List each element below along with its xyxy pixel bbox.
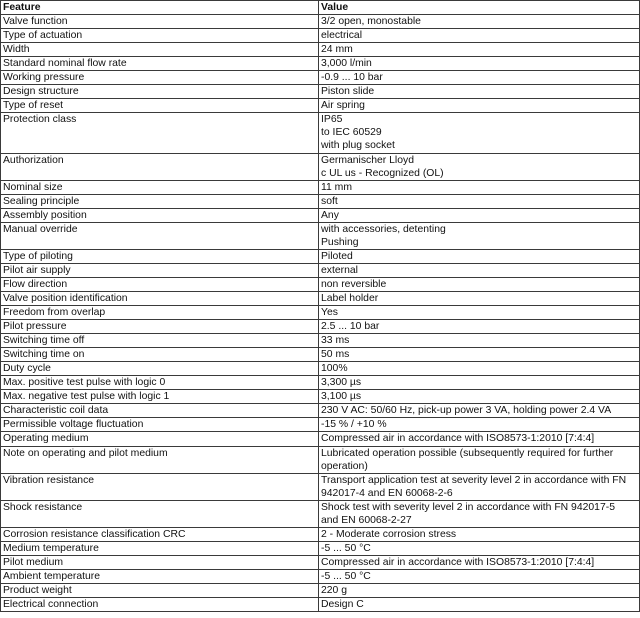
value-line: with accessories, detenting [321,223,446,235]
feature-cell: Product weight [1,583,319,597]
value-cell [319,306,640,320]
table-row [1,541,640,555]
value-cell [319,208,640,222]
value-cell [319,362,640,376]
value-cell [319,71,640,85]
table-row [1,71,640,85]
value-cell [319,263,640,277]
value-line: Piston slide [321,86,375,98]
value-cell [319,541,640,555]
feature-cell: Pilot pressure [1,320,319,334]
feature-cell: Characteristic coil data [1,404,319,418]
feature-cell: Vibration resistance [1,473,319,500]
value-column-header: Value [319,1,640,15]
table-row [1,334,640,348]
table-row [1,153,640,180]
value-line: -5 ... 50 °C [321,570,371,582]
value-cell [319,180,640,194]
feature-cell: Authorization [1,153,319,180]
feature-cell: Design structure [1,85,319,99]
feature-cell: Freedom from overlap [1,306,319,320]
table-row [1,194,640,208]
table-row [1,583,640,597]
value-cell [319,583,640,597]
value-line: Label holder [321,292,379,304]
value-cell [319,555,640,569]
feature-column-header: Feature [1,1,319,15]
table-row [1,113,640,153]
value-cell [319,291,640,305]
value-line: 3,300 µs [321,377,362,389]
feature-cell: Max. negative test pulse with logic 1 [1,390,319,404]
table-row [1,404,640,418]
value-cell [319,15,640,29]
table-row [1,569,640,583]
feature-cell: Electrical connection [1,598,319,612]
value-line: 100% [321,363,348,375]
value-cell [319,348,640,362]
spec-table-body [1,15,640,612]
feature-cell: Note on operating and pilot medium [1,446,319,473]
table-row [1,390,640,404]
value-line: 11 mm [321,181,352,193]
value-line: operation) [321,460,368,472]
feature-cell: Operating medium [1,432,319,446]
value-cell [319,390,640,404]
feature-cell: Type of piloting [1,249,319,263]
value-cell [319,418,640,432]
value-line: 33 ms [321,335,350,347]
table-row [1,249,640,263]
feature-cell: Type of actuation [1,29,319,43]
value-line: to IEC 60529 [321,127,382,139]
table-row [1,208,640,222]
value-cell [319,113,640,153]
value-cell [319,277,640,291]
feature-cell: Assembly position [1,208,319,222]
table-row [1,362,640,376]
value-line: 50 ms [321,349,350,361]
feature-cell: Protection class [1,113,319,153]
value-line: Germanischer Lloyd [321,154,414,166]
feature-cell: Shock resistance [1,500,319,527]
value-cell [319,153,640,180]
feature-cell: Valve function [1,15,319,29]
feature-cell: Max. positive test pulse with logic 0 [1,376,319,390]
table-row [1,555,640,569]
table-row [1,57,640,71]
value-cell [319,249,640,263]
table-row [1,291,640,305]
value-line: 230 V AC: 50/60 Hz, pick-up power 3 VA, holding power 2.4 VA [321,405,612,417]
table-row [1,527,640,541]
value-line: IP65 [321,114,343,126]
value-line: Compressed air in accordance with ISO8573-1:2010 [7:4:4] [321,433,595,445]
feature-cell: Flow direction [1,277,319,291]
header-row [1,1,640,15]
value-line: Pushing [321,236,359,248]
table-row [1,598,640,612]
table-row [1,320,640,334]
table-row [1,418,640,432]
value-line: -5 ... 50 °C [321,542,371,554]
value-line: 3/2 open, monostable [321,16,421,28]
value-line: 24 mm [321,44,353,56]
feature-cell: Width [1,43,319,57]
feature-cell: Corrosion resistance classification CRC [1,527,319,541]
table-row [1,99,640,113]
value-line: Transport application test at severity level 2 in accordance with FN [321,474,627,486]
feature-cell: Standard nominal flow rate [1,57,319,71]
value-cell [319,598,640,612]
value-line: Compressed air in accordance with ISO8573-1:2010 [7:4:4] [321,556,595,568]
table-row [1,473,640,500]
value-line: Design C [321,599,364,611]
value-cell [319,222,640,249]
value-line: 2.5 ... 10 bar [321,321,380,333]
table-row [1,85,640,99]
value-line: with plug socket [321,140,395,152]
value-line: 3,100 µs [321,391,362,403]
value-cell [319,432,640,446]
value-line: Any [321,209,339,221]
value-line: Piloted [321,250,353,262]
feature-cell: Manual override [1,222,319,249]
value-cell [319,85,640,99]
table-row [1,306,640,320]
value-line: and EN 60068-2-27 [321,514,412,526]
value-line: soft [321,195,338,207]
value-cell [319,446,640,473]
table-row [1,348,640,362]
feature-cell: Medium temperature [1,541,319,555]
table-row [1,222,640,249]
table-row [1,29,640,43]
value-cell [319,376,640,390]
value-cell [319,57,640,71]
table-row [1,15,640,29]
feature-cell: Valve position identification [1,291,319,305]
feature-cell: Switching time on [1,348,319,362]
value-line: Shock test with severity level 2 in accordance with FN 942017-5 [321,501,615,513]
value-line: 2 - Moderate corrosion stress [321,528,457,540]
value-cell [319,194,640,208]
value-line: electrical [321,30,362,42]
table-row [1,500,640,527]
value-line: non reversible [321,278,387,290]
table-row [1,446,640,473]
value-line: external [321,264,358,276]
table-row [1,180,640,194]
value-line: 220 g [321,584,348,596]
value-line: 3,000 l/min [321,58,372,70]
value-cell [319,99,640,113]
value-cell [319,500,640,527]
value-line: -0.9 ... 10 bar [321,72,383,84]
value-line: Air spring [321,100,365,112]
table-row [1,376,640,390]
feature-cell: Switching time off [1,334,319,348]
table-row [1,277,640,291]
table-row [1,263,640,277]
feature-cell: Duty cycle [1,362,319,376]
value-cell [319,320,640,334]
table-row [1,43,640,57]
feature-cell: Pilot air supply [1,263,319,277]
value-line: Lubricated operation possible (subsequently required for further [321,447,614,459]
feature-cell: Sealing principle [1,194,319,208]
value-line: -15 % / +10 % [321,419,387,431]
value-cell [319,473,640,500]
value-line: Yes [321,307,338,319]
value-line: c UL us - Recognized (OL) [321,167,444,179]
feature-cell: Pilot medium [1,555,319,569]
feature-cell: Ambient temperature [1,569,319,583]
value-line: 942017-4 and EN 60068-2-6 [321,487,453,499]
value-cell [319,29,640,43]
value-cell [319,404,640,418]
value-cell [319,569,640,583]
feature-cell: Type of reset [1,99,319,113]
feature-cell: Nominal size [1,180,319,194]
value-cell [319,527,640,541]
table-row [1,432,640,446]
feature-cell: Permissible voltage fluctuation [1,418,319,432]
feature-cell: Working pressure [1,71,319,85]
value-cell [319,334,640,348]
value-cell [319,43,640,57]
